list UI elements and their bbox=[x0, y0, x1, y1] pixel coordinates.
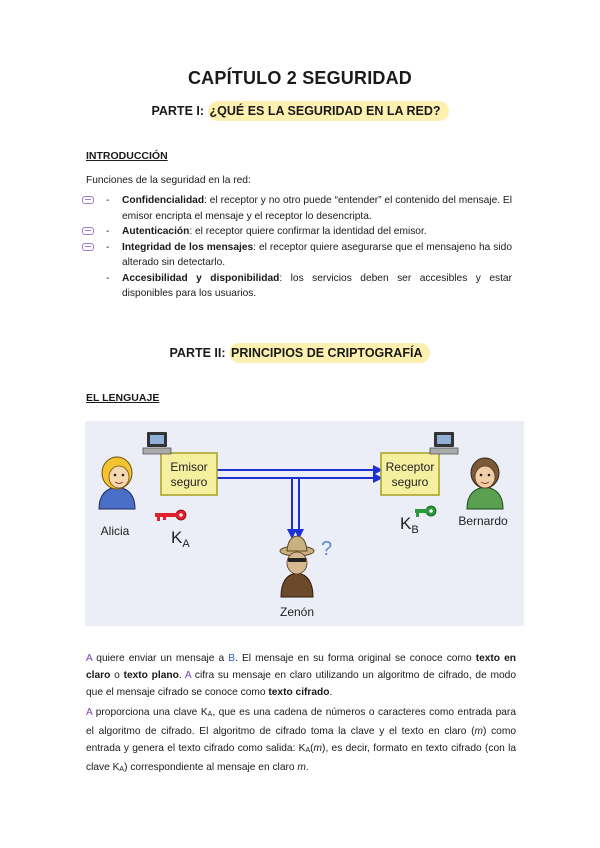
text-run: ) correspondiente al mensaje en claro bbox=[124, 762, 298, 773]
trudy-avatar-icon bbox=[280, 536, 314, 597]
text-run: ), es decir, formato en texto cifrado (con la clave K bbox=[86, 743, 516, 773]
part-two-title bbox=[0, 346, 600, 360]
party-b: B bbox=[228, 653, 236, 664]
list-item-text: : el receptor quiere confirmar la identidad del emisor. bbox=[189, 226, 427, 237]
variable-m: m bbox=[474, 726, 484, 737]
text-run: . El mensaje en su forma original se conoce como bbox=[235, 653, 476, 664]
text-run: , que es una cadena de números o caracteres como entrada para el algoritmo de cifrado. El algoritmo de cifrado toma la clave y el texto en claro ( bbox=[86, 707, 516, 737]
comment-mark-icon bbox=[82, 196, 94, 204]
party-a: A bbox=[86, 653, 93, 664]
alice-label: Alicia bbox=[100, 524, 130, 538]
paragraph-two bbox=[86, 704, 516, 778]
list-item bbox=[82, 240, 512, 271]
text-run: . bbox=[178, 670, 185, 681]
sender-box-line2: seguro bbox=[170, 475, 208, 489]
text-run: cifra su mensaje en claro utilizando un algoritmo de cifrado, de modo que el mensaje cifrado se conoce como bbox=[86, 670, 517, 698]
language-heading: EL LENGUAJE bbox=[86, 392, 160, 404]
paragraph-one bbox=[86, 650, 516, 701]
party-a: A bbox=[184, 670, 192, 681]
key-b-label bbox=[400, 514, 419, 536]
receiver-box-line1: Receptor bbox=[385, 460, 435, 474]
key-b-subscript: B bbox=[411, 524, 419, 536]
key-a-subscript: A bbox=[182, 538, 190, 550]
computer-icon bbox=[430, 432, 458, 454]
part-two-highlight: PRINCIPIOS DE CRIPTOGRAFÍA bbox=[229, 343, 430, 363]
text-run: ( bbox=[310, 743, 314, 754]
subscript: A bbox=[207, 711, 213, 718]
sender-box-line1: Emisor bbox=[170, 460, 208, 474]
list-item bbox=[82, 193, 512, 224]
text-run: . bbox=[329, 687, 333, 698]
key-a-label bbox=[171, 528, 190, 550]
question-mark-icon: ? bbox=[321, 538, 333, 560]
list-item-term: Autenticación bbox=[122, 226, 190, 237]
variable-m: m bbox=[313, 743, 323, 754]
subscript: A bbox=[305, 747, 311, 754]
comment-mark-icon bbox=[82, 227, 94, 235]
trudy-label: Zenón bbox=[279, 605, 315, 619]
introduction-heading: INTRODUCCIÓN bbox=[86, 150, 168, 162]
list-item-text: : los servicios deben ser accesibles y estar disponibles para los usuarios. bbox=[122, 272, 512, 299]
subscript: A bbox=[119, 766, 125, 773]
list-item bbox=[82, 224, 512, 240]
alice-avatar-icon bbox=[99, 457, 135, 509]
party-a: A bbox=[86, 707, 93, 718]
text-run: ) como entrada y genera el texto cifrado como salida: K bbox=[86, 726, 516, 754]
receiver-box-line2: seguro bbox=[391, 475, 429, 489]
part-one-title bbox=[0, 104, 600, 118]
list-item-text: : el receptor y no otro puede “entender” el contenido del mensaje. El emisor encripta el mensaje y el receptor lo desencripta. bbox=[122, 195, 512, 222]
text-run: quiere enviar un mensaje a bbox=[92, 653, 229, 664]
list-dash: - bbox=[106, 272, 110, 284]
crypto-diagram-svg bbox=[85, 421, 524, 626]
term-plain-text: texto plano bbox=[123, 670, 179, 681]
list-item-term: Confidencialidad bbox=[122, 195, 205, 206]
list-item-text: : el receptor quiere asegurarse que el mensajeno ha sido alterado sin detectarlo. bbox=[122, 241, 512, 268]
variable-m: m bbox=[297, 762, 306, 773]
list-dash: - bbox=[106, 241, 110, 253]
key-a-letter: K bbox=[171, 528, 183, 547]
list-dash: - bbox=[106, 195, 110, 206]
computer-icon bbox=[143, 432, 171, 454]
list-item-term: Integridad de los mensajes bbox=[122, 241, 254, 253]
key-b-letter: K bbox=[400, 514, 412, 533]
intro-lead: Funciones de la seguridad en la red: bbox=[86, 175, 251, 186]
term-ciphertext: texto cifrado bbox=[268, 687, 330, 698]
text-run: . bbox=[305, 762, 309, 773]
text-run: proporciona una clave K bbox=[92, 707, 208, 718]
list-item bbox=[82, 271, 512, 302]
term-plaintext: texto en claro bbox=[86, 653, 516, 681]
chapter-title: CAPÍTULO 2 SEGURIDAD bbox=[187, 68, 413, 88]
comment-mark-icon bbox=[82, 243, 94, 251]
channel-arrows bbox=[191, 470, 377, 533]
list-item-term: Accesibilidad y disponibilidad bbox=[122, 272, 280, 284]
text-run: o bbox=[110, 670, 124, 681]
security-functions-list bbox=[82, 193, 512, 302]
part-one-highlight: ¿QUÉ ES LA SEGURIDAD EN LA RED? bbox=[208, 101, 449, 121]
red-key-icon bbox=[155, 510, 186, 521]
part-one-prefix: PARTE I: bbox=[151, 104, 208, 118]
bob-label: Bernardo bbox=[458, 514, 508, 528]
list-dash: - bbox=[106, 226, 110, 237]
part-two-prefix: PARTE II: bbox=[169, 346, 230, 360]
bob-avatar-icon bbox=[467, 458, 503, 509]
crypto-diagram bbox=[85, 421, 524, 626]
green-key-icon bbox=[415, 506, 436, 517]
